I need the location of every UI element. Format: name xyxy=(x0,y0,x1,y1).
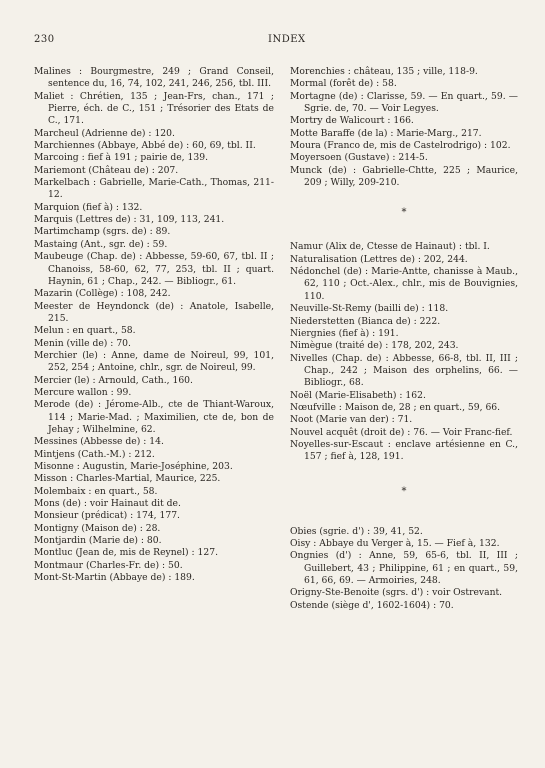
index-entry: Misonne : Augustin, Marie-Joséphine, 203. xyxy=(34,461,233,472)
index-entry: Niergnies (fief à) : 191. xyxy=(290,327,399,339)
index-entry: Merode (de) : Jérome-Alb., cte de Thiant-Waroux, 114 ; Marie-Mad. ; Maximilien, cte de, bon de Jehay ; Wilhelmine, 62. xyxy=(34,399,274,435)
index-entry: Misson : Charles-Martial, Maurice, 225. xyxy=(34,473,221,485)
index-entry: Marcheul (Adrienne de) : 120. xyxy=(34,127,175,139)
index-entry: Noot (Marie van der) : 71. xyxy=(290,414,413,426)
index-entry: Mercier (le) : Arnould, Cath., 160. xyxy=(34,374,193,386)
index-entry: Mastaing (Ant., sgr. de) : 59. xyxy=(34,238,168,250)
index-entry: Ostende (siège d', 1602-1604) : 70. xyxy=(290,599,454,611)
index-entry: Maliet : Chrétien, 135 ; Jean-Frs, chan., 171 ; Pierre, éch. de C., 151 ; Trésorier des Etats de C., 171. xyxy=(34,90,274,127)
page-number: 230 xyxy=(34,34,55,45)
index-entry: Nimègue (traité de) : 178, 202, 243. xyxy=(290,340,459,352)
index-entry: Motte Baraffe (de la) : Marie-Marg., 217. xyxy=(290,127,482,139)
index-entry: Mazarin (Collège) : 108, 242. xyxy=(34,288,171,300)
index-entry: Meester de Heyndonck (de) : Anatole, Isabelle, 215. xyxy=(34,300,274,324)
index-entry: Morenchies : château, 135 ; ville, 118-9. xyxy=(290,66,478,77)
index-entry: Marchiennes (Abbaye, Abbé de) : 60, 69, tbl. II. xyxy=(34,140,256,152)
right-group-m xyxy=(290,66,518,189)
index-entry: Merchier (le) : Anne, dame de Noireul, 99, 101, 252, 254 ; Antoine, chlr., sgr. de Noireul, 99. xyxy=(34,349,274,374)
index-entry: Nouvel acquêt (droit de) : 76. — Voir Franc-fief. xyxy=(290,426,513,438)
index-entry: Mormal (forêt de) : 58. xyxy=(290,78,397,90)
index-entry: Marcoing : fief à 191 ; pairie de, 139. xyxy=(34,152,208,164)
right-column xyxy=(290,66,518,612)
right-group-n xyxy=(290,241,518,463)
index-entry: Montigny (Maison de) : 28. xyxy=(34,522,161,534)
page-header xyxy=(0,34,545,50)
index-entry: Neuville-St-Remy (bailli de) : 118. xyxy=(290,303,449,315)
index-entry: Mons (de) : voir Hainaut dit de. xyxy=(34,498,181,510)
section-separator: * xyxy=(401,207,407,219)
section-separator: * xyxy=(401,485,407,497)
index-entry: Marquis (Lettres de) : 31, 109, 113, 241. xyxy=(34,214,225,226)
index-entry: Malines : Bourgmestre, 249 ; Grand Conseil, sentence du, 16, 74, 102, 241, 246, 256, tbl. III. xyxy=(34,66,274,90)
index-entry: Melun : en quart., 58. xyxy=(34,325,136,337)
index-entry: Ongnies (d') : Anne, 59, 65-6, tbl. II, III ; Guillebert, 43 ; Philippine, 61 ; en quart., 59, 61, 66, 69. — Armoiries, 248. xyxy=(290,550,518,586)
index-entry: Nivelles (Chap. de) : Abbesse, 66-8, tbl. II, III ; Chap., 242 ; Maison des orphelins, 66. — Bibliogr., 68. xyxy=(290,352,518,389)
index-entry: Mercure wallon : 99. xyxy=(34,386,132,398)
index-entry: Obies (sgrie. d') : 39, 41, 52. xyxy=(290,525,423,537)
index-entry: Montmaur (Charles-Fr. de) : 50. xyxy=(34,559,183,571)
index-entry: Mortry de Walicourt : 166. xyxy=(290,115,414,127)
index-entry: Martimchamp (sgrs. de) : 89. xyxy=(34,226,171,238)
index-entry: Montjardin (Marie de) : 80. xyxy=(34,535,162,547)
index-entry: Mortagne (de) : Clarisse, 59. — En quart., 59. — Sgrie. de, 70. — Voir Legyes. xyxy=(290,90,518,115)
index-entry: Namur (Alix de, Ctesse de Hainaut) : tbl. I. xyxy=(290,241,490,253)
index-entry: Mont-St-Martin (Abbaye de) : 189. xyxy=(34,572,195,584)
index-entry: Oisy : Abbaye du Verger à, 15. — Fief à, 132. xyxy=(290,537,500,549)
page-title: INDEX xyxy=(268,34,306,45)
index-entry: Naturalisation (Lettres de) : 202, 244. xyxy=(290,253,468,265)
index-entry: Montluc (Jean de, mis de Reynel) : 127. xyxy=(34,547,218,559)
index-entry: Moura (Franco de, mis de Castelrodrigo) : 102. xyxy=(290,140,511,152)
index-entry: Mariemont (Château de) : 207. xyxy=(34,164,179,176)
index-entry: Menin (ville de) : 70. xyxy=(34,337,131,349)
index-entry: Munck (de) : Gabrielle-Chtte, 225 ; Maurice, 209 ; Willy, 209-210. xyxy=(290,164,518,189)
index-entry: Moyersoen (Gustave) : 214-5. xyxy=(290,152,428,164)
index-entry: Marquion (fief à) : 132. xyxy=(34,201,143,213)
index-entry: Mintjens (Cath.-M.) : 212. xyxy=(34,448,155,460)
index-entry: Maubeuge (Chap. de) : Abbesse, 59-60, 67, tbl. II ; Chanoiss, 58-60, 62, 77, 253, tbl. II ; quart. Haynin, 61 ; Chap., 242. — Bibliogr., 61. xyxy=(34,251,274,287)
index-entry: Molembaix : en quart., 58. xyxy=(34,485,158,497)
index-entry: Origny-Ste-Benoite (sgrs. d') : voir Ostrevant. xyxy=(290,587,503,599)
index-entry: Noël (Marie-Elisabeth) : 162. xyxy=(290,389,426,401)
index-entry: Nédonchel (de) : Marie-Antte, chanisse à Maub., 62, 110 ; Oct.-Alex., chlr., mis de Bouvignies, 110. xyxy=(290,266,518,302)
right-group-o xyxy=(290,526,518,612)
index-entry: Niederstetten (Bianca de) : 222. xyxy=(290,315,441,327)
index-entry: Monsieur (prédicat) : 174, 177. xyxy=(34,510,180,522)
index-entry: Noyelles-sur-Escaut : enclave artésienne en C., 157 ; fief à, 128, 191. xyxy=(290,438,518,463)
index-entry: Nœufville : Maison de, 28 ; en quart., 59, 66. xyxy=(290,401,501,413)
left-column xyxy=(34,66,274,584)
index-entry: Messines (Abbesse de) : 14. xyxy=(34,436,164,448)
index-entry: Markelbach : Gabrielle, Marie-Cath., Thomas, 211-12. xyxy=(34,177,274,201)
